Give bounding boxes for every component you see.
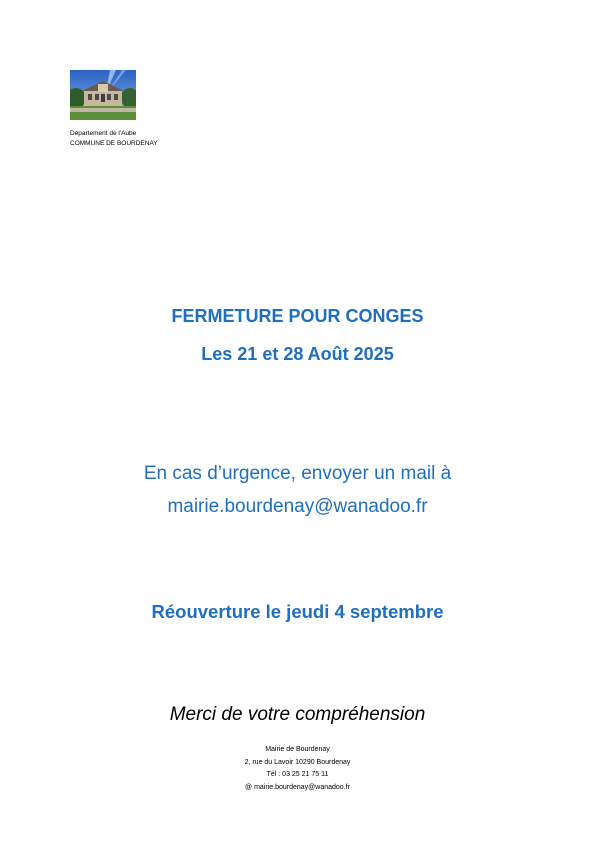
urgent-contact-text: En cas d’urgence, envoyer un mail à [143,463,452,484]
closure-title: FERMETURE POUR CONGES [171,306,424,326]
town-hall-photo [70,70,136,120]
footer-office-name: Mairie de Bourdenay [265,746,330,753]
footer-email: @ mairie.bourdenay@wanadoo.fr [245,783,350,791]
reopening-notice: Réouverture le jeudi 4 septembre [151,601,444,622]
department-label: Département de l'Aube [70,130,137,137]
commune-label: COMMUNE DE BOURDENAY [70,140,158,147]
header-block [70,129,158,149]
urgent-contact-email: mairie.bourdenay@wanadoo.fr [167,496,428,517]
footer-contact [0,744,595,794]
footer-address: 2, rue du Lavoir 10290 Bourdenay [244,758,351,766]
thanks-message: Merci de votre compréhension [169,704,426,725]
footer-phone: Tél : 03 25 21 75 11 [266,771,329,778]
closure-dates: Les 21 et 28 Août 2025 [201,344,394,364]
